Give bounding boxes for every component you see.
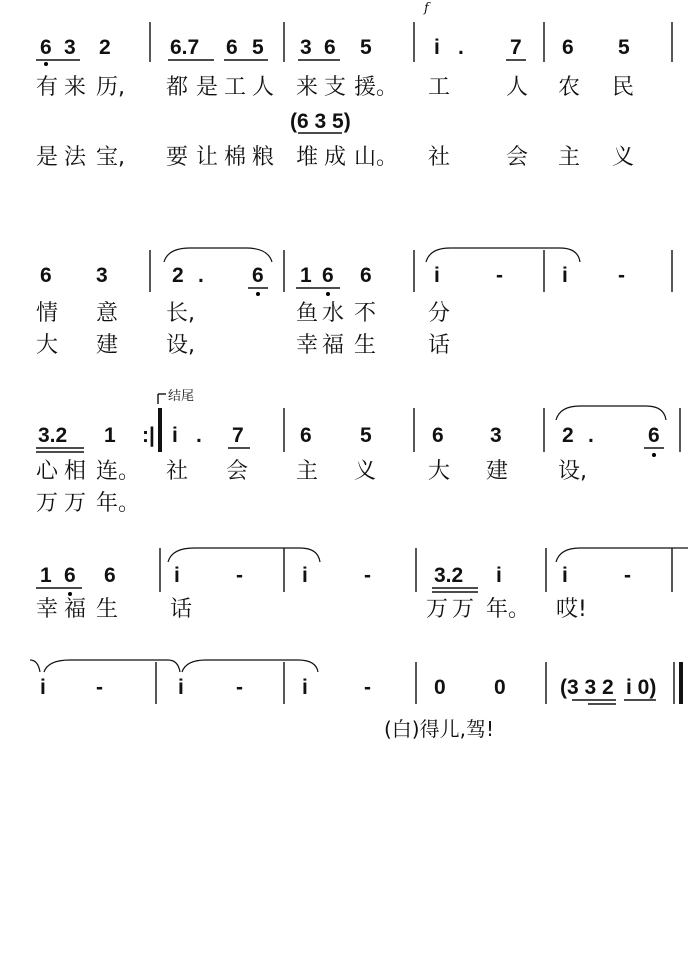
tie-slur <box>556 406 666 420</box>
lyric-char: 长, <box>166 301 195 326</box>
lyric-char: 幸 <box>296 333 319 358</box>
lyric-char: 山。 <box>354 145 399 170</box>
note: 7 <box>232 424 244 447</box>
lyric-char: 相 <box>64 459 87 484</box>
lyric-line-1 <box>36 75 634 100</box>
tie-slur <box>556 548 688 562</box>
dot-extension: . <box>196 424 202 447</box>
score-row-5 <box>30 660 681 741</box>
note: 7 <box>510 36 522 59</box>
note: 2 <box>99 36 111 59</box>
lyric-char: 主 <box>296 459 319 484</box>
lyric-char: 万 <box>452 597 475 622</box>
lyric-char: 福 <box>322 333 345 358</box>
lyric-char: 生 <box>354 333 377 358</box>
lyric-char: 法 <box>64 145 87 170</box>
note-high: i <box>302 676 308 699</box>
score-row-2 <box>36 248 672 358</box>
tie-slur <box>30 660 40 672</box>
lyric-char: 支 <box>324 75 347 100</box>
dot-extension: . <box>588 424 594 447</box>
lyric-char: 分 <box>428 301 451 326</box>
note-high: i <box>302 564 308 587</box>
lyric-char: 鱼 <box>296 301 319 326</box>
lyric-char: 建 <box>96 333 119 358</box>
lyric-char: 年。 <box>96 491 141 516</box>
tie-slur <box>182 660 318 672</box>
dash-extension: - <box>96 676 103 699</box>
score-row-1 <box>36 1 672 170</box>
parenthesized-notes: (6 3 5) <box>290 110 351 133</box>
dash-extension: - <box>496 264 503 287</box>
note: 5 <box>618 36 630 59</box>
lyric-char: 来 <box>64 75 87 100</box>
lyric-char: 都 <box>166 75 189 100</box>
rest: 0 <box>434 676 446 699</box>
note: 6 <box>324 36 336 59</box>
dash-extension: - <box>236 564 243 587</box>
note: 6 <box>252 264 264 287</box>
note: 6 <box>300 424 312 447</box>
note: 6 <box>360 264 372 287</box>
note-high: i <box>178 676 184 699</box>
lyric-char: 义 <box>612 145 635 170</box>
lyric-char: 大 <box>36 333 59 358</box>
lyric-char: 来 <box>296 75 319 100</box>
dash-extension: - <box>236 676 243 699</box>
lyric-char: 成 <box>324 145 347 170</box>
lyric-char: 话 <box>428 333 451 358</box>
note-high: i <box>434 36 440 59</box>
low-octave-dot <box>652 453 656 457</box>
note-high: i <box>172 424 178 447</box>
lyric-char: 年。 <box>486 597 531 622</box>
lyric-char: 设, <box>166 333 195 358</box>
note-high: i <box>434 264 440 287</box>
note-high: i <box>562 264 568 287</box>
lyric-char: 是 <box>196 75 219 100</box>
lyric-char: 大 <box>428 459 451 484</box>
parenthesized-notes: i 0) <box>626 676 657 699</box>
repeat-sign: :| <box>142 424 155 447</box>
dot-extension: . <box>198 264 204 287</box>
note: 3.2 <box>38 424 68 447</box>
lyric-char: 人 <box>506 75 529 100</box>
note: 6 <box>432 424 444 447</box>
note: 1 <box>104 424 116 447</box>
note: 3 <box>490 424 502 447</box>
lyric-char: 堆 <box>296 145 319 170</box>
dash-extension: - <box>364 676 371 699</box>
dash-extension: - <box>618 264 625 287</box>
note: 1 <box>300 264 312 287</box>
lyric-char: 主 <box>558 145 581 170</box>
lyric-char: 福 <box>64 597 87 622</box>
lyric-line-1 <box>36 597 587 622</box>
note: 6 <box>648 424 660 447</box>
lyric-char: 连。 <box>96 459 141 484</box>
tie-slur <box>164 248 272 262</box>
lyric-char: 生 <box>96 597 119 622</box>
note: 3.2 <box>434 564 464 587</box>
spoken-note: (白)得儿,驾! <box>384 717 494 741</box>
lyric-char: 万 <box>426 597 449 622</box>
rest: 0 <box>494 676 506 699</box>
note: 5 <box>360 36 372 59</box>
lyric-char: 话 <box>170 597 193 622</box>
lyric-line-2 <box>36 145 634 170</box>
lyric-char: 宝, <box>96 145 125 170</box>
dynamic-forte-mark: f <box>424 1 429 16</box>
lyric-char: 民 <box>612 75 635 100</box>
lyric-char: 幸 <box>36 597 59 622</box>
score-row-3 <box>36 388 680 516</box>
note: 2 <box>562 424 574 447</box>
dash-extension: - <box>364 564 371 587</box>
note: 2 <box>172 264 184 287</box>
low-octave-dot <box>44 62 48 66</box>
lyric-line-1 <box>36 459 587 484</box>
lyric-char: 棉 <box>224 145 247 170</box>
lyric-char: 情 <box>36 301 59 326</box>
lyric-char: 设, <box>558 459 587 484</box>
note-high: i <box>562 564 568 587</box>
lyric-char: 有 <box>36 75 59 100</box>
lyric-char: 援。 <box>354 75 399 100</box>
note: 3 <box>96 264 108 287</box>
note: 6 <box>40 36 52 59</box>
lyric-char: 社 <box>166 459 189 484</box>
note: 6 <box>562 36 574 59</box>
low-octave-dot <box>256 292 260 296</box>
tie-slur <box>168 548 320 562</box>
note: 6 <box>226 36 238 59</box>
low-octave-dot <box>68 592 72 596</box>
lyric-char: 万 <box>64 491 87 516</box>
lyric-line-2 <box>36 491 140 516</box>
lyric-char: 工 <box>428 75 451 100</box>
tie-slur <box>44 660 180 672</box>
lyric-line-2 <box>36 333 450 358</box>
lyric-char: 让 <box>196 145 219 170</box>
note-high: i <box>174 564 180 587</box>
lyric-char: 不 <box>354 301 377 326</box>
lyric-char: 会 <box>506 145 529 170</box>
note: 6.7 <box>170 36 200 59</box>
lyric-char: 会 <box>226 459 249 484</box>
lyric-char: 农 <box>558 75 581 100</box>
lyric-char: 历, <box>96 75 125 100</box>
note: 6 <box>322 264 334 287</box>
lyric-char: 义 <box>354 459 377 484</box>
lyric-char: 工 <box>224 75 247 100</box>
dash-extension: - <box>624 564 631 587</box>
note: 5 <box>360 424 372 447</box>
lyric-char: 人 <box>252 75 275 100</box>
note: 6 <box>104 564 116 587</box>
low-octave-dot <box>326 292 330 296</box>
note-high: i <box>496 564 502 587</box>
ending-label: 结尾 <box>168 389 195 404</box>
lyric-char: 粮 <box>252 145 275 170</box>
score-row-4 <box>36 548 688 622</box>
note: 5 <box>252 36 264 59</box>
lyric-char: 意 <box>96 301 119 326</box>
note: 1 <box>40 564 52 587</box>
lyric-char: 水 <box>322 301 345 326</box>
lyric-char: 是 <box>36 145 59 170</box>
note: 6 <box>64 564 76 587</box>
lyric-char: 要 <box>166 145 189 170</box>
dot-extension: . <box>458 36 464 59</box>
note: 3 <box>300 36 312 59</box>
note-high: i <box>40 676 46 699</box>
lyric-char: 哎! <box>556 597 587 622</box>
lyric-char: 建 <box>486 459 509 484</box>
tie-slur <box>426 248 580 262</box>
lyric-char: 社 <box>428 145 451 170</box>
note: 3 <box>64 36 76 59</box>
parenthesized-notes: (3 3 2 <box>560 676 614 699</box>
lyric-char: 万 <box>36 491 59 516</box>
note: 6 <box>40 264 52 287</box>
lyric-char: 心 <box>36 459 59 484</box>
lyric-line-1 <box>36 301 450 326</box>
